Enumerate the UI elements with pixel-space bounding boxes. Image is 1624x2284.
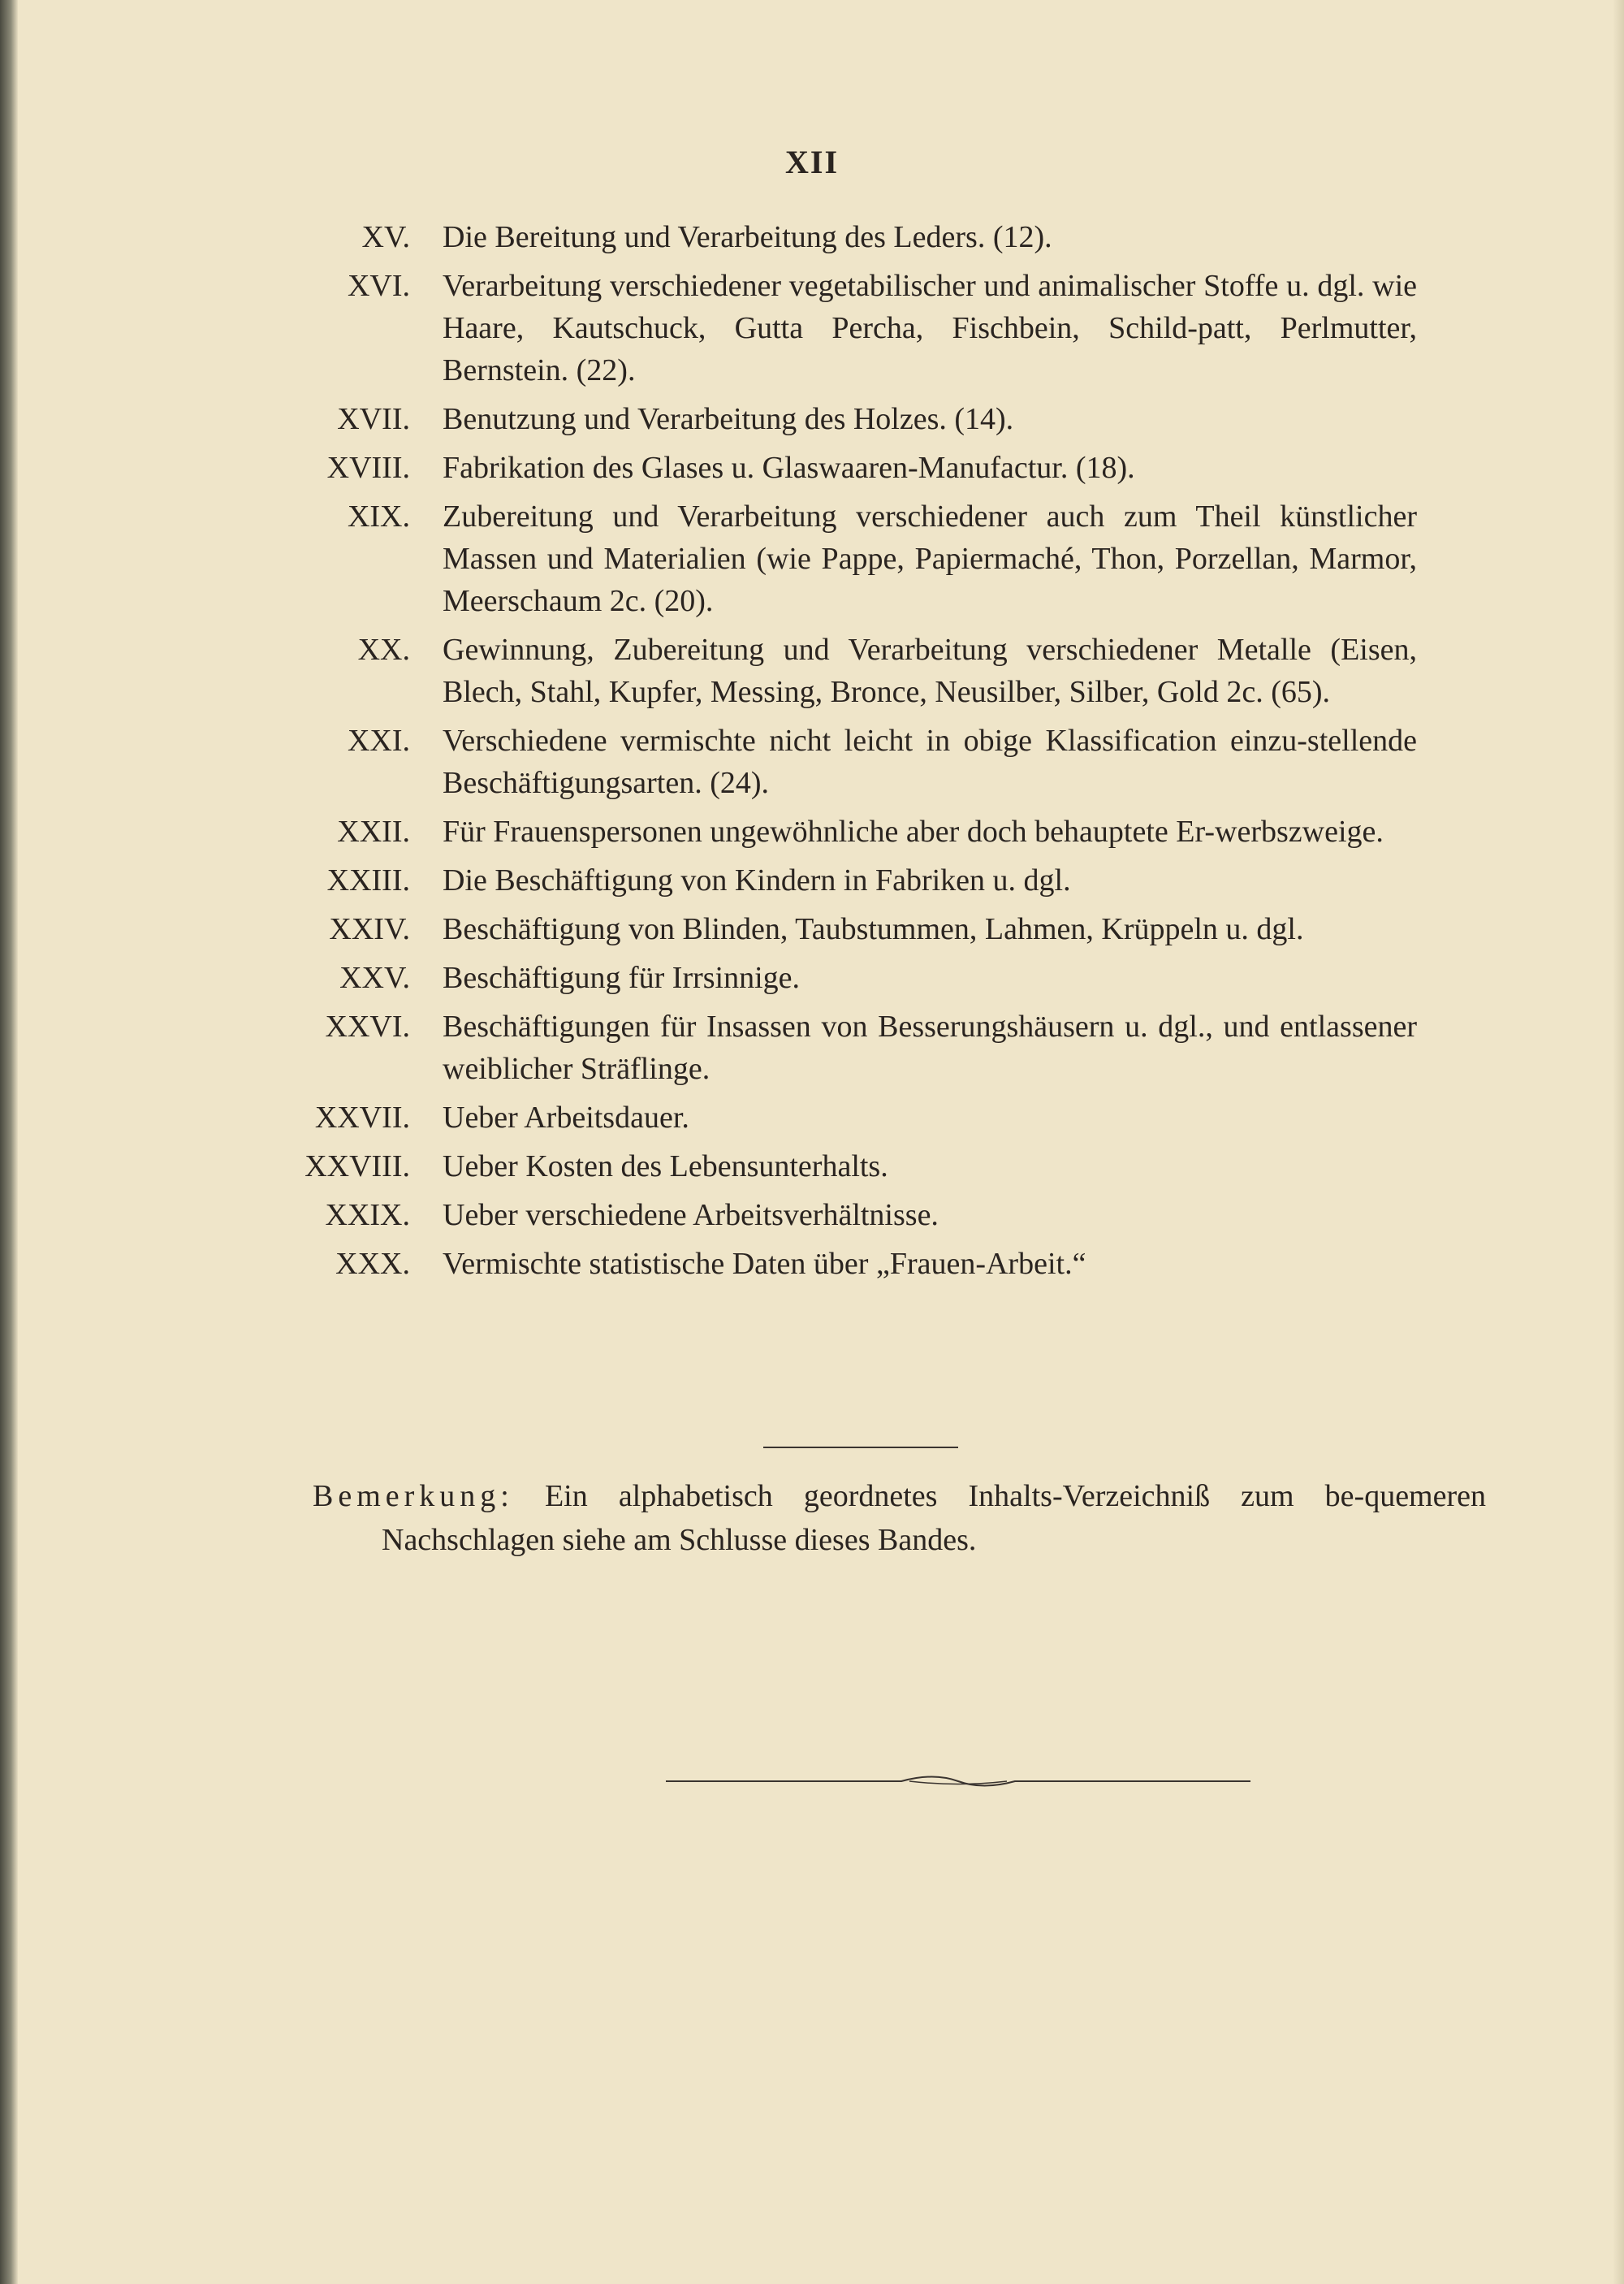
chapter-numeral: XVI.	[347, 269, 410, 303]
chapter-title: Beschäftigung von Blinden, Taubstummen, Lahmen, Krüppeln u. dgl.	[443, 912, 1304, 946]
chapter-numeral: XXVIII.	[304, 1149, 410, 1183]
toc-entry	[268, 908, 1417, 950]
toc-entry	[268, 447, 1417, 489]
chapter-title: Beschäftigung für Irrsinnige.	[443, 961, 801, 995]
chapter-title: Fabrikation des Glases u. Glaswaaren-Manufactur. (18).	[443, 451, 1135, 485]
toc-entry	[268, 811, 1417, 853]
toc-entry	[268, 1194, 1417, 1236]
toc-entry	[268, 629, 1417, 713]
chapter-numeral: XXVII.	[314, 1101, 410, 1135]
table-of-contents	[268, 216, 1417, 1291]
toc-entry	[268, 398, 1417, 440]
toc-entry	[268, 1097, 1417, 1139]
toc-entry	[268, 1006, 1417, 1090]
toc-entry	[268, 1145, 1417, 1187]
chapter-title: Ueber Arbeitsdauer.	[443, 1101, 689, 1135]
chapter-numeral: XXIX.	[325, 1198, 410, 1232]
chapter-title: Die Bereitung und Verarbeitung des Leders. (12).	[443, 220, 1052, 254]
chapter-title: Vermischte statistische Daten über „Frauen-Arbeit.“	[443, 1247, 1086, 1281]
toc-entry	[268, 957, 1417, 999]
section-divider	[763, 1447, 958, 1448]
toc-entry	[268, 265, 1417, 391]
chapter-numeral: XV.	[361, 220, 410, 254]
chapter-title: Ueber Kosten des Lebensunterhalts.	[443, 1149, 888, 1183]
chapter-numeral: XXIV.	[329, 912, 410, 946]
chapter-title: Verschiedene vermischte nicht leicht in obige Klassification einzu-stellende Beschäftigungsarten. (24).	[443, 724, 1417, 800]
chapter-numeral: XXX.	[335, 1247, 410, 1281]
toc-entry	[268, 216, 1417, 258]
chapter-title: Verarbeitung verschiedener vegetabilischer und animalischer Stoffe u. dgl. wie Haare, Kautschuck, Gutta Percha, Fischbein, Schild-patt, Perlmutter, Bernstein. (22).	[443, 269, 1417, 387]
chapter-numeral: XXII.	[337, 815, 410, 849]
chapter-numeral: XVIII.	[326, 451, 410, 485]
toc-entry	[268, 720, 1417, 804]
chapter-title: Benutzung und Verarbeitung des Holzes. (14).	[443, 402, 1014, 436]
note-label: Bemerkung:	[313, 1479, 514, 1513]
chapter-title: Für Frauenspersonen ungewöhnliche aber doch behauptete Er-werbszweige.	[443, 815, 1384, 849]
chapter-title: Zubereitung und Verarbeitung verschiedener auch zum Theil künstlicher Massen und Materialien (wie Pappe, Papiermaché, Thon, Porzellan, Marmor, Meerschaum 2c. (20).	[443, 500, 1417, 618]
toc-entry	[268, 1243, 1417, 1285]
chapter-numeral: XVII.	[337, 402, 410, 436]
note-text: Ein alphabetisch geordnetes Inhalts-Verzeichniß zum be-quemeren Nachschlagen siehe am Schlusse dieses Bandes.	[382, 1479, 1487, 1557]
page-edge	[1613, 0, 1624, 2284]
ornamental-rule	[666, 1769, 1250, 1793]
chapter-title: Die Beschäftigung von Kindern in Fabriken u. dgl.	[443, 863, 1071, 898]
chapter-title: Beschäftigungen für Insassen von Besserungshäusern u. dgl., und entlassener weiblicher Sträflinge.	[443, 1010, 1417, 1086]
chapter-numeral: XXI.	[347, 724, 410, 758]
page-number: XII	[784, 144, 840, 180]
chapter-numeral: XXVI.	[325, 1010, 410, 1044]
chapter-numeral: XXIII.	[326, 863, 410, 898]
book-binding-edge	[0, 0, 18, 2284]
chapter-numeral: XIX.	[347, 500, 410, 534]
toc-entry	[268, 495, 1417, 622]
note-paragraph	[313, 1474, 1486, 1562]
toc-entry	[268, 859, 1417, 902]
chapter-numeral: XX.	[357, 633, 410, 667]
chapter-title: Gewinnung, Zubereitung und Verarbeitung verschiedener Metalle (Eisen, Blech, Stahl, Kupfer, Messing, Bronce, Neusilber, Silber, Gold 2c. (65).	[443, 633, 1417, 709]
chapter-numeral: XXV.	[339, 961, 410, 995]
chapter-title: Ueber verschiedene Arbeitsverhältnisse.	[443, 1198, 939, 1232]
